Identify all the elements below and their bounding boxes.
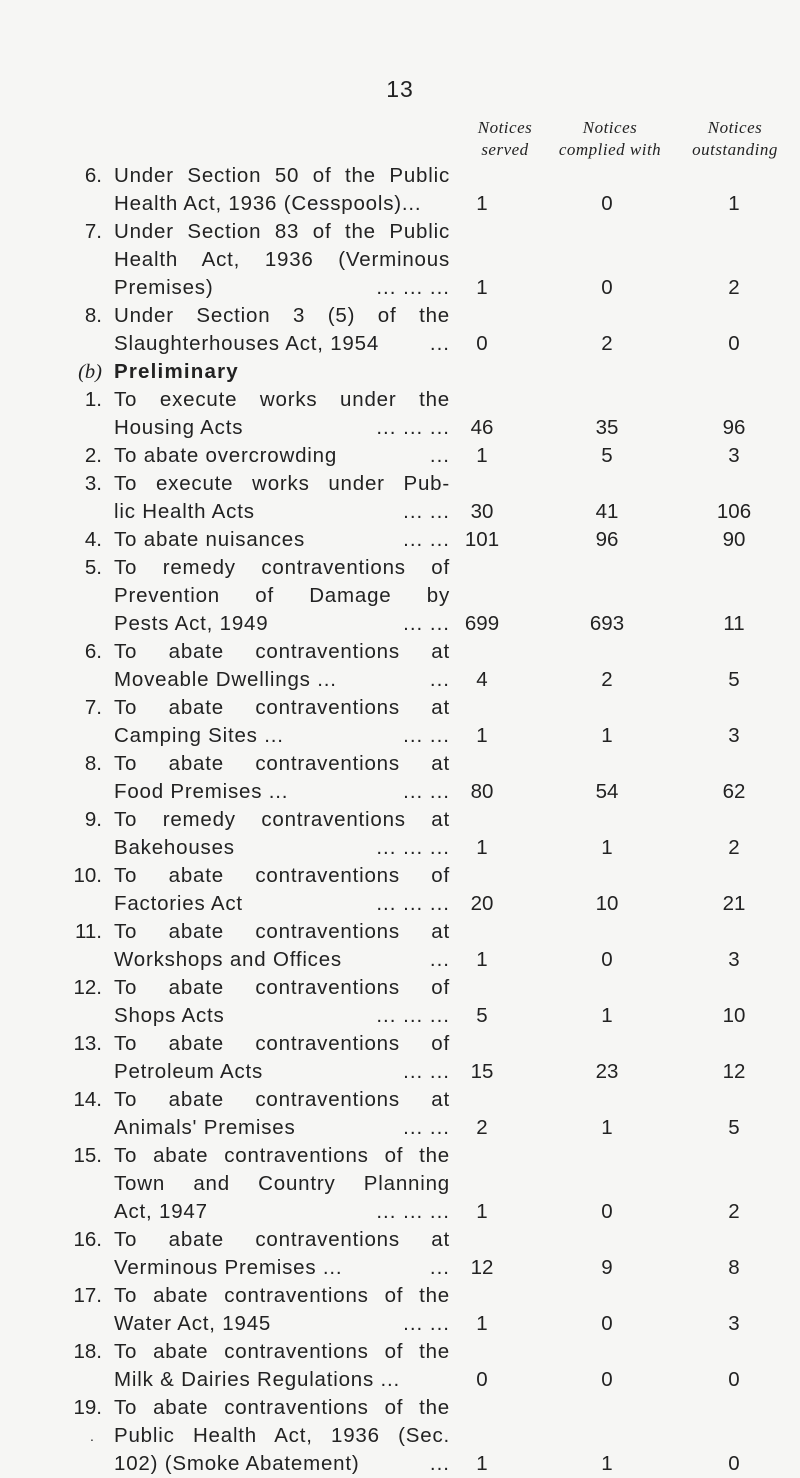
value-complied: 10 [595,892,619,915]
leader-dots: ... ... ... [376,416,450,439]
value-served: 1 [476,444,488,467]
table-row [0,918,800,946]
item-number: 15. [73,1144,102,1167]
item-number: 14. [73,1088,102,1111]
value-outstanding: 96 [722,416,746,439]
value-complied: 1 [601,1116,613,1139]
leader-dots: ... ... ... [376,836,450,859]
value-outstanding: 11 [723,612,745,635]
item-text: Prevention of Damage by [114,584,450,607]
value-outstanding: 90 [722,528,746,551]
value-served: 101 [464,528,500,551]
leader-dots: ... ... [403,724,450,747]
item-number: 10. [73,864,102,887]
item-text: To abate overcrowding [114,444,338,467]
leader-dots: ... ... [403,612,450,635]
value-served: 15 [470,1060,494,1083]
item-text: To abate contraventions of [114,1032,450,1055]
leader-dots: ... [429,948,450,971]
item-text: Public Health Act, 1936 (Sec. [114,1424,450,1447]
item-text: Factories Act [114,892,243,915]
item-text: To abate contraventions of the [114,1396,450,1419]
value-served: 0 [476,332,488,355]
item-number: 4. [84,528,102,551]
table-row [0,890,800,918]
item-text: To abate contraventions at [114,640,450,663]
table-row [0,1058,800,1086]
item-text: To abate contraventions of the [114,1144,450,1167]
item-number: 19. [73,1396,102,1419]
value-complied: 23 [595,1060,619,1083]
table-row [0,750,800,778]
item-text: To abate contraventions of [114,864,450,887]
leader-dots: ... ... [403,1060,450,1083]
value-served: 80 [470,780,494,803]
item-text: Health Act, 1936 (Verminous [114,248,450,271]
item-text: Water Act, 1945 [114,1312,272,1335]
table-row [0,498,800,526]
table-row [0,414,800,442]
value-outstanding: 2 [728,1200,740,1223]
table-row [0,1338,800,1366]
value-complied: 41 [595,500,619,523]
table-row [0,806,800,834]
value-complied: 1 [601,724,613,747]
value-outstanding: 12 [722,1060,746,1083]
value-complied: 0 [601,1368,613,1391]
item-number: 16. [73,1228,102,1251]
table-row [0,162,800,190]
item-text: Moveable Dwellings ... [114,668,337,691]
table-row [0,442,800,470]
item-text: Shops Acts [114,1004,225,1027]
item-text: Act, 1947 [114,1200,208,1223]
bullet-mark: . [90,1428,94,1444]
table-row [0,358,800,386]
column-header-served-line2: served [481,140,529,159]
table-row [0,1366,800,1394]
column-header-outstanding-line1: Notices [707,118,763,137]
value-served: 0 [476,1368,488,1391]
value-outstanding: 3 [728,724,740,747]
value-served: 30 [470,500,494,523]
item-number: 18. [73,1340,102,1363]
value-complied: 96 [595,528,619,551]
item-number: 11. [75,920,102,943]
item-text: Workshops and Offices [114,948,342,971]
leader-dots: ... ... ... [376,1004,450,1027]
item-text: Under Section 83 of the Public [114,220,450,243]
table-row [0,554,800,582]
value-served: 699 [464,612,500,635]
item-text: To abate contraventions at [114,752,450,775]
value-outstanding: 3 [728,1312,740,1335]
leader-dots: ... ... [403,780,450,803]
value-served: 1 [476,948,488,971]
item-number: 3. [84,472,102,495]
item-text: Town and Country Planning [114,1172,450,1195]
value-complied: 1 [601,836,613,859]
table-row [0,218,800,246]
item-number: 8. [84,752,102,775]
value-served: 46 [470,416,494,439]
item-text: To execute works under the [114,388,450,411]
value-outstanding: 0 [728,1452,740,1475]
leader-dots: ... [429,668,450,691]
value-served: 1 [476,836,488,859]
table-row [0,666,800,694]
table-row [0,974,800,1002]
leader-dots: ... ... [403,1312,450,1335]
column-header-outstanding-line2: outstanding [692,140,778,159]
value-complied: 9 [601,1256,613,1279]
value-served: 1 [476,1452,488,1475]
page-number: 13 [386,76,414,102]
item-number: 7. [84,220,102,243]
item-number: 8. [84,304,102,327]
column-header-complied-line1: Notices [582,118,638,137]
leader-dots: ... ... ... [376,276,450,299]
table-row [0,946,800,974]
leader-dots: ... ... ... [376,892,450,915]
value-outstanding: 106 [716,500,752,523]
item-text: Bakehouses [114,836,235,859]
value-outstanding: 21 [722,892,746,915]
value-served: 1 [476,276,488,299]
leader-dots: ... [429,332,450,355]
item-text: To remedy contraventions of [114,556,450,579]
table-row [0,722,800,750]
table-row [0,778,800,806]
value-complied: 2 [601,668,613,691]
item-text: To execute works under Pub- [114,472,450,495]
value-outstanding: 10 [722,1004,746,1027]
item-text: Milk & Dairies Regulations ... [114,1368,401,1391]
item-text: Food Premises ... [114,780,289,803]
value-served: 1 [476,1200,488,1223]
item-number: 12. [73,976,102,999]
table-row [0,246,800,274]
value-complied: 0 [601,948,613,971]
item-number: 17. [73,1284,102,1307]
table-row [0,1422,800,1450]
table-row [0,274,800,302]
item-number: 5. [84,556,102,579]
table-row [0,470,800,498]
value-complied: 0 [601,1200,613,1223]
item-text: lic Health Acts [114,500,255,523]
value-outstanding: 0 [728,1368,740,1391]
item-number: 7. [84,696,102,719]
table-row [0,1114,800,1142]
table-row [0,610,800,638]
table-row [0,1198,800,1226]
item-text: To abate contraventions of the [114,1284,450,1307]
value-complied: 54 [595,780,619,803]
value-outstanding: 3 [728,444,740,467]
item-text: Under Section 3 (5) of the [114,304,450,327]
value-served: 1 [476,1312,488,1335]
item-text: To abate contraventions at [114,696,450,719]
item-text: To abate contraventions of the [114,1340,450,1363]
value-served: 4 [476,668,488,691]
leader-dots: ... ... ... [376,1200,450,1223]
item-text: Housing Acts [114,416,244,439]
table-row [0,582,800,610]
value-outstanding: 0 [728,332,740,355]
table-row [0,386,800,414]
item-number: 6. [84,164,102,187]
value-served: 2 [476,1116,488,1139]
value-served: 20 [470,892,494,915]
table-row [0,1226,800,1254]
item-text: To abate contraventions at [114,1228,450,1251]
table-row [0,1142,800,1170]
table-row [0,1310,800,1338]
table-row [0,1282,800,1310]
table-row [0,1450,800,1478]
item-text: Under Section 50 of the Public [114,164,450,187]
value-complied: 693 [589,612,625,635]
value-outstanding: 5 [728,668,740,691]
value-outstanding: 8 [728,1256,740,1279]
item-number: 9. [84,808,102,831]
item-number: 2. [84,444,102,467]
leader-dots: ... [429,444,450,467]
item-text: Petroleum Acts [114,1060,264,1083]
item-text: Camping Sites ... [114,724,284,747]
leader-dots: ... [429,1256,450,1279]
item-text: Premises) [114,276,214,299]
table-row [0,638,800,666]
section-heading: Preliminary [114,360,239,383]
item-text: Pests Act, 1949 [114,612,269,635]
item-number: (b) [78,361,102,383]
item-text: To abate nuisances [114,528,306,551]
item-number: 13. [73,1032,102,1055]
leader-dots: ... ... [403,1116,450,1139]
table-row [0,190,800,218]
value-complied: 0 [601,276,613,299]
value-served: 1 [476,724,488,747]
table-row [0,302,800,330]
leader-dots: ... ... [403,500,450,523]
column-header-outstanding [665,117,800,161]
item-text: To abate contraventions at [114,920,450,943]
value-outstanding: 62 [722,780,746,803]
table-row [0,862,800,890]
column-header-complied-line2: complied with [558,140,662,159]
table-row [0,1170,800,1198]
table-row [0,1002,800,1030]
table-row [0,330,800,358]
table-row [0,1086,800,1114]
value-outstanding: 1 [728,192,740,215]
value-outstanding: 2 [728,276,740,299]
column-header-served-line1: Notices [477,118,533,137]
value-complied: 2 [601,332,613,355]
column-headers [0,117,800,165]
value-complied: 0 [601,192,613,215]
value-complied: 5 [601,444,613,467]
leader-dots: ... ... [403,528,450,551]
value-complied: 1 [601,1452,613,1475]
item-text: Animals' Premises [114,1116,296,1139]
value-outstanding: 3 [728,948,740,971]
value-served: 5 [476,1004,488,1027]
value-outstanding: 5 [728,1116,740,1139]
table-row [0,526,800,554]
value-served: 1 [476,192,488,215]
value-outstanding: 2 [728,836,740,859]
table-row [0,1254,800,1282]
value-complied: 35 [595,416,619,439]
table-row [0,1030,800,1058]
table-row [0,694,800,722]
value-complied: 1 [601,1004,613,1027]
item-text: Verminous Premises ... [114,1256,343,1279]
value-complied: 0 [601,1312,613,1335]
item-text: To remedy contraventions at [114,808,450,831]
table-row [0,1394,800,1422]
leader-dots: ... [429,1452,450,1475]
item-text: Slaughterhouses Act, 1954 [114,332,380,355]
item-text: To abate contraventions at [114,1088,450,1111]
table-row [0,834,800,862]
item-number: 6. [84,640,102,663]
item-text: Health Act, 1936 (Cesspools)... [114,192,422,215]
item-text: 102) (Smoke Abatement) [114,1452,360,1475]
item-number: 1. [84,388,102,411]
item-text: To abate contraventions of [114,976,450,999]
value-served: 12 [470,1256,494,1279]
notices-table [0,162,800,1478]
